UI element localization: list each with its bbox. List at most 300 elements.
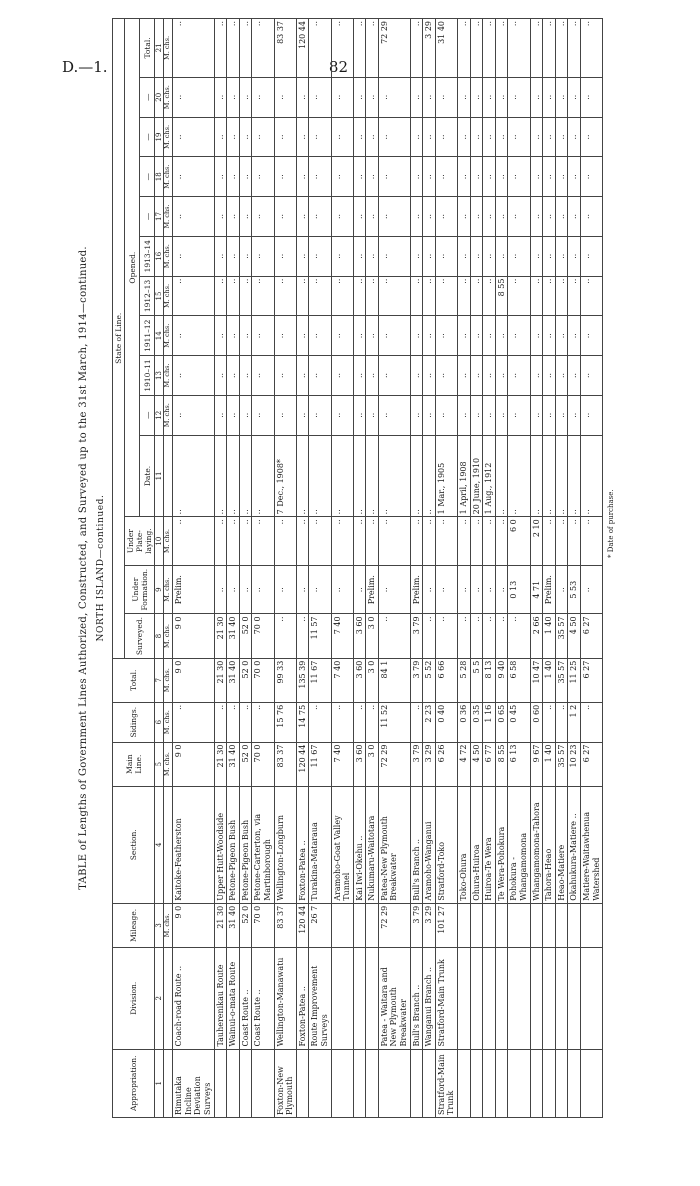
- opened-cell: ..: [508, 197, 530, 237]
- opened-cell: ..: [214, 316, 227, 356]
- opened-cell: ..: [173, 197, 214, 237]
- sidings-cell: 0 40: [435, 702, 457, 742]
- main-line-cell: 7 40: [331, 742, 353, 786]
- total-cell: 3 0: [366, 658, 379, 702]
- opened-cell: ..: [508, 117, 530, 157]
- under-platelaying-cell: ..: [555, 517, 568, 566]
- opened-1912-13-cell: ..: [239, 276, 252, 316]
- under-platelaying-cell: 6 0: [508, 517, 530, 566]
- date-cell: 7 Dec., 1908*: [274, 435, 296, 517]
- total-cell: 9 0: [173, 658, 214, 702]
- opened-cell: ..: [470, 236, 483, 276]
- opened-cell: ..: [274, 157, 296, 197]
- total-cell: 35 57: [555, 658, 568, 702]
- opened-total-cell: ..: [580, 19, 602, 78]
- opened-cell: ..: [252, 316, 274, 356]
- opened-cell: ..: [296, 77, 309, 117]
- opened-cell: ..: [331, 117, 353, 157]
- mileage-cell: [331, 903, 353, 947]
- opened-cell: ..: [274, 236, 296, 276]
- opened-cell: ..: [227, 236, 240, 276]
- surveyed-cell: 1 40: [543, 614, 556, 658]
- opened-1912-13-cell: ..: [173, 276, 214, 316]
- main-line-cell: 6 13: [508, 742, 530, 786]
- opened-total-cell: ..: [470, 19, 483, 78]
- opened-total-cell: 31 40: [435, 19, 457, 78]
- appropriation-cell: [483, 1049, 496, 1117]
- hdr-opened: Opened.: [125, 19, 140, 517]
- division-cell: Stratford-Main Trunk: [435, 947, 457, 1049]
- total-cell: 21 30: [214, 658, 227, 702]
- under-formation-cell: ..: [470, 565, 483, 614]
- under-platelaying-cell: ..: [378, 517, 410, 566]
- opened-cell: ..: [410, 197, 423, 237]
- mileage-cell: [543, 903, 556, 947]
- under-platelaying-cell: ..: [495, 517, 508, 566]
- opened-cell: ..: [378, 117, 410, 157]
- opened-cell: ..: [410, 236, 423, 276]
- opened-1912-13-cell: ..: [296, 276, 309, 316]
- table-row: [568, 19, 581, 1118]
- opened-cell: ..: [483, 77, 496, 117]
- opened-cell: ..: [580, 117, 602, 157]
- date-cell: ..: [495, 435, 508, 517]
- opened-1912-13-cell: ..: [555, 276, 568, 316]
- opened-cell: ..: [331, 157, 353, 197]
- hdr-section: Section.: [113, 786, 155, 903]
- date-cell: ..: [331, 435, 353, 517]
- opened-cell: ..: [508, 157, 530, 197]
- table-row: [508, 19, 530, 1118]
- mileage-cell: [555, 903, 568, 947]
- column-number: 12: [155, 395, 164, 435]
- opened-cell: ..: [580, 395, 602, 435]
- date-cell: ..: [543, 435, 556, 517]
- appropriation-cell: Rimutaka Incline Deviation Surveys: [173, 1049, 214, 1117]
- opened-total-cell: ..: [555, 19, 568, 78]
- opened-cell: ..: [274, 356, 296, 396]
- table-row: [555, 19, 568, 1118]
- table-row: [239, 19, 252, 1118]
- table-row: [495, 19, 508, 1118]
- column-number: 20: [155, 77, 164, 117]
- opened-cell: ..: [543, 197, 556, 237]
- total-cell: 3 79: [410, 658, 423, 702]
- mileage-cell: 70 0: [252, 903, 274, 947]
- appropriation-cell: Foxton-New Plymouth: [274, 1049, 296, 1117]
- opened-cell: ..: [458, 77, 471, 117]
- surveyed-cell: 3 60: [353, 614, 366, 658]
- hdr-under-formation: Under Formation.: [125, 565, 155, 614]
- opened-cell: ..: [470, 395, 483, 435]
- opened-cell: ..: [508, 77, 530, 117]
- opened-cell: ..: [309, 157, 331, 197]
- surveyed-cell: ..: [495, 614, 508, 658]
- under-formation-cell: Prelim.: [543, 565, 556, 614]
- table-row: [309, 19, 331, 1118]
- main-line-cell: 6 27: [580, 742, 602, 786]
- sidings-cell: ..: [214, 702, 227, 742]
- surveyed-cell: ..: [378, 614, 410, 658]
- opened-cell: ..: [470, 77, 483, 117]
- opened-cell: ..: [274, 77, 296, 117]
- opened-cell: ..: [173, 117, 214, 157]
- under-formation-cell: ..: [483, 565, 496, 614]
- under-platelaying-cell: ..: [435, 517, 457, 566]
- opened-1912-13-cell: ..: [410, 276, 423, 316]
- opened-cell: ..: [555, 395, 568, 435]
- opened-cell: ..: [252, 117, 274, 157]
- table-row: [410, 19, 423, 1118]
- section-cell: Nukumaru-Waitotara: [366, 786, 379, 903]
- opened-1912-13-cell: ..: [508, 276, 530, 316]
- opened-cell: ..: [530, 197, 543, 237]
- surveyed-cell: ..: [458, 614, 471, 658]
- under-platelaying-cell: ..: [239, 517, 252, 566]
- column-number: 8: [155, 614, 164, 658]
- opened-cell: ..: [495, 236, 508, 276]
- footnote: * Date of purchase.: [607, 489, 615, 558]
- opened-cell: ..: [296, 236, 309, 276]
- table-row: [483, 19, 496, 1118]
- surveyed-cell: 2 66: [530, 614, 543, 658]
- column-number: 21: [155, 19, 164, 78]
- hdr-1913-14: 1913–14: [140, 236, 155, 276]
- unit-cell: M. chs.: [164, 77, 173, 117]
- opened-cell: ..: [580, 316, 602, 356]
- appropriation-cell: [543, 1049, 556, 1117]
- division-cell: Route Improvement Surveys: [309, 947, 331, 1049]
- sidings-cell: 0 65: [495, 702, 508, 742]
- opened-cell: ..: [214, 77, 227, 117]
- appropriation-cell: [239, 1049, 252, 1117]
- hdr-total-opened: Total.: [140, 19, 155, 78]
- division-cell: Wanganui Branch ..: [423, 947, 436, 1049]
- opened-cell: ..: [423, 117, 436, 157]
- opened-cell: ..: [435, 356, 457, 396]
- unit-cell: M. chs.: [164, 19, 173, 78]
- opened-cell: ..: [173, 395, 214, 435]
- appropriation-cell: [227, 1049, 240, 1117]
- opened-cell: ..: [173, 236, 214, 276]
- opened-cell: ..: [366, 197, 379, 237]
- under-formation-cell: Prelim.: [366, 565, 379, 614]
- appropriation-cell: [495, 1049, 508, 1117]
- section-cell: Stratford-Toko: [435, 786, 457, 903]
- main-line-cell: 83 37: [274, 742, 296, 786]
- column-number: 13: [155, 356, 164, 396]
- main-line-cell: 3 0: [366, 742, 379, 786]
- opened-cell: ..: [568, 117, 581, 157]
- main-line-cell: 3 29: [423, 742, 436, 786]
- sidings-cell: ..: [366, 702, 379, 742]
- opened-cell: ..: [555, 356, 568, 396]
- section-cell: Turakina-Mataraua: [309, 786, 331, 903]
- surveyed-cell: 21 30: [214, 614, 227, 658]
- under-formation-cell: ..: [435, 565, 457, 614]
- appropriation-cell: [508, 1049, 530, 1117]
- opened-1912-13-cell: ..: [366, 276, 379, 316]
- opened-cell: ..: [483, 316, 496, 356]
- opened-cell: ..: [296, 356, 309, 396]
- surveyed-cell: 3 0: [366, 614, 379, 658]
- opened-cell: ..: [580, 157, 602, 197]
- sidings-cell: ..: [252, 702, 274, 742]
- total-cell: 6 58: [508, 658, 530, 702]
- opened-cell: ..: [214, 356, 227, 396]
- opened-cell: ..: [410, 157, 423, 197]
- surveyed-cell: 31 40: [227, 614, 240, 658]
- table-row: [470, 19, 483, 1118]
- hdr-total: Total.: [113, 658, 155, 702]
- unit-cell: M. chs.: [164, 658, 173, 702]
- opened-cell: ..: [296, 117, 309, 157]
- opened-cell: ..: [483, 197, 496, 237]
- section-cell: Foxton-Patea ..: [296, 786, 309, 903]
- surveyed-cell: ..: [483, 614, 496, 658]
- unit-cell: M. chs.: [164, 395, 173, 435]
- opened-cell: ..: [366, 157, 379, 197]
- unit-cell: M. chs.: [164, 742, 173, 786]
- table-row: [435, 19, 457, 1118]
- mileage-cell: [568, 903, 581, 947]
- rotated-table-block: [0, 18, 700, 1118]
- opened-cell: ..: [309, 197, 331, 237]
- section-cell: Kaitoke-Featherston: [173, 786, 214, 903]
- main-line-cell: 21 30: [214, 742, 227, 786]
- opened-cell: ..: [378, 157, 410, 197]
- surveyed-cell: 11 57: [309, 614, 331, 658]
- date-cell: 1 Aug., 1912: [483, 435, 496, 517]
- table-row: [458, 19, 471, 1118]
- total-cell: 5 52: [423, 658, 436, 702]
- hdr-under-platelaying: Under Plate-laying.: [125, 517, 155, 566]
- opened-cell: ..: [366, 316, 379, 356]
- opened-cell: ..: [435, 77, 457, 117]
- surveyed-cell: 6 27: [580, 614, 602, 658]
- opened-cell: ..: [458, 197, 471, 237]
- sidings-cell: ..: [227, 702, 240, 742]
- under-platelaying-cell: 2 10: [530, 517, 543, 566]
- sidings-cell: 2 23: [423, 702, 436, 742]
- under-platelaying-cell: ..: [252, 517, 274, 566]
- opened-cell: ..: [353, 395, 366, 435]
- sidings-cell: 0 36: [458, 702, 471, 742]
- under-formation-cell: Prelim.: [173, 565, 214, 614]
- appropriation-cell: [296, 1049, 309, 1117]
- opened-total-cell: ..: [366, 19, 379, 78]
- surveyed-cell: ..: [435, 614, 457, 658]
- opened-total-cell: 72 29: [378, 19, 410, 78]
- opened-cell: ..: [378, 77, 410, 117]
- appropriation-cell: [580, 1049, 602, 1117]
- under-platelaying-cell: ..: [410, 517, 423, 566]
- opened-total-cell: 3 29: [423, 19, 436, 78]
- column-number: 5: [155, 742, 164, 786]
- opened-cell: ..: [508, 316, 530, 356]
- appropriation-cell: [410, 1049, 423, 1117]
- total-cell: 84 1: [378, 658, 410, 702]
- opened-1912-13-cell: ..: [378, 276, 410, 316]
- under-platelaying-cell: ..: [227, 517, 240, 566]
- opened-cell: ..: [239, 356, 252, 396]
- opened-cell: ..: [353, 236, 366, 276]
- total-cell: 11 25: [568, 658, 581, 702]
- section-cell: Whangamomona-Tahora: [530, 786, 543, 903]
- mileage-cell: 31 40: [227, 903, 240, 947]
- total-cell: 135 39: [296, 658, 309, 702]
- lengths-table: [112, 18, 603, 1118]
- opened-cell: ..: [410, 356, 423, 396]
- surveyed-cell: 9 0: [173, 614, 214, 658]
- division-cell: [495, 947, 508, 1049]
- hdr-dash: —: [140, 197, 155, 237]
- section-cell: Upper Hutt-Woodside: [214, 786, 227, 903]
- section-cell: Bull's Branch ..: [410, 786, 423, 903]
- sidings-cell: 0 35: [470, 702, 483, 742]
- surveyed-cell: ..: [508, 614, 530, 658]
- opened-cell: ..: [543, 236, 556, 276]
- opened-cell: ..: [530, 395, 543, 435]
- under-formation-cell: 5 53: [568, 565, 581, 614]
- table-title: TABLE of Lengths of Government Lines Authorized, Constructed, and Surveyed up to the 31st March, 1914—continued.: [78, 246, 89, 890]
- sidings-cell: ..: [331, 702, 353, 742]
- page-number: 82: [328, 58, 348, 76]
- hdr-date: Date.: [140, 435, 155, 517]
- section-cell: Petone-Pigeon Bush: [227, 786, 240, 903]
- opened-cell: ..: [555, 316, 568, 356]
- opened-cell: ..: [568, 316, 581, 356]
- opened-cell: ..: [252, 157, 274, 197]
- opened-cell: ..: [227, 157, 240, 197]
- opened-total-cell: ..: [483, 19, 496, 78]
- unit-cell: M. chs.: [164, 517, 173, 566]
- opened-cell: ..: [378, 395, 410, 435]
- under-formation-cell: ..: [580, 565, 602, 614]
- column-number: 11: [155, 435, 164, 517]
- opened-cell: ..: [353, 77, 366, 117]
- hdr-sidings: Sidings.: [113, 702, 155, 742]
- under-formation-cell: 0 13: [508, 565, 530, 614]
- date-cell: ..: [568, 435, 581, 517]
- opened-cell: ..: [495, 316, 508, 356]
- hdr-dash: —: [140, 395, 155, 435]
- division-cell: Foxton-Patea ..: [296, 947, 309, 1049]
- opened-cell: ..: [483, 157, 496, 197]
- hdr-division: Division.: [113, 947, 155, 1049]
- opened-cell: ..: [353, 356, 366, 396]
- total-cell: 7 40: [331, 658, 353, 702]
- opened-cell: ..: [239, 395, 252, 435]
- appropriation-cell: [423, 1049, 436, 1117]
- section-cell: Te Wera-Pohokura: [495, 786, 508, 903]
- hdr-1911-12: 1911–12: [140, 316, 155, 356]
- opened-1912-13-cell: ..: [483, 276, 496, 316]
- table-row: [423, 19, 436, 1118]
- under-formation-cell: ..: [331, 565, 353, 614]
- main-line-cell: 3 79: [410, 742, 423, 786]
- opened-cell: ..: [435, 316, 457, 356]
- opened-total-cell: ..: [530, 19, 543, 78]
- hdr-surveyed: Surveyed.: [125, 614, 155, 658]
- total-cell: 70 0: [252, 658, 274, 702]
- surveyed-cell: ..: [274, 614, 296, 658]
- appropriation-cell: [214, 1049, 227, 1117]
- main-line-cell: 52 0: [239, 742, 252, 786]
- opened-cell: ..: [309, 77, 331, 117]
- unit-cell: M. chs.: [164, 117, 173, 157]
- sidings-cell: 11 52: [378, 702, 410, 742]
- mileage-cell: 83 37: [274, 903, 296, 947]
- hdr-dash: —: [140, 157, 155, 197]
- division-cell: [530, 947, 543, 1049]
- total-cell: 9 40: [495, 658, 508, 702]
- opened-cell: ..: [331, 236, 353, 276]
- unit-cell: M. chs.: [164, 157, 173, 197]
- section-cell: Petone-Pigeon Bush: [239, 786, 252, 903]
- column-number: 14: [155, 316, 164, 356]
- sidings-cell: ..: [309, 702, 331, 742]
- opened-cell: ..: [410, 395, 423, 435]
- total-cell: 99 33: [274, 658, 296, 702]
- opened-total-cell: 83 37: [274, 19, 296, 78]
- unit-cell-empty: [164, 435, 173, 517]
- under-formation-cell: 4 71: [530, 565, 543, 614]
- mileage-cell: 3 29: [423, 903, 436, 947]
- opened-cell: ..: [483, 395, 496, 435]
- sidings-cell: 15 76: [274, 702, 296, 742]
- opened-cell: ..: [366, 117, 379, 157]
- opened-cell: ..: [435, 395, 457, 435]
- opened-cell: ..: [173, 316, 214, 356]
- division-cell: [483, 947, 496, 1049]
- opened-cell: ..: [495, 117, 508, 157]
- division-cell: Coach-road Route ..: [173, 947, 214, 1049]
- sidings-cell: ..: [410, 702, 423, 742]
- section-cell: Kai Iwi-Okehu ..: [353, 786, 366, 903]
- under-platelaying-cell: ..: [470, 517, 483, 566]
- appropriation-cell: Stratford-Main Trunk: [435, 1049, 457, 1117]
- opened-total-cell: ..: [568, 19, 581, 78]
- opened-cell: ..: [543, 157, 556, 197]
- sidings-cell: 0 45: [508, 702, 530, 742]
- opened-cell: ..: [580, 77, 602, 117]
- opened-1912-13-cell: ..: [470, 276, 483, 316]
- division-cell: [580, 947, 602, 1049]
- under-formation-cell: ..: [353, 565, 366, 614]
- table-subtitle: NORTH ISLAND—continued.: [96, 494, 106, 642]
- under-platelaying-cell: ..: [543, 517, 556, 566]
- opened-cell: ..: [378, 197, 410, 237]
- opened-cell: ..: [296, 316, 309, 356]
- surveyed-cell: 3 79: [410, 614, 423, 658]
- unit-cell-empty: [164, 1049, 173, 1117]
- total-cell: 10 47: [530, 658, 543, 702]
- opened-cell: ..: [423, 395, 436, 435]
- division-cell: Patea - Waitara and New Plymouth Breakwater: [378, 947, 410, 1049]
- table-row: [274, 19, 296, 1118]
- hdr-dash: —: [140, 117, 155, 157]
- main-line-cell: 4 50: [470, 742, 483, 786]
- opened-cell: ..: [435, 197, 457, 237]
- section-cell: Huiroa-Te Wera: [483, 786, 496, 903]
- opened-cell: ..: [366, 236, 379, 276]
- date-cell: ..: [227, 435, 240, 517]
- table-row: [378, 19, 410, 1118]
- date-cell: 20 June, 1910: [470, 435, 483, 517]
- opened-total-cell: ..: [173, 19, 214, 78]
- opened-cell: ..: [227, 316, 240, 356]
